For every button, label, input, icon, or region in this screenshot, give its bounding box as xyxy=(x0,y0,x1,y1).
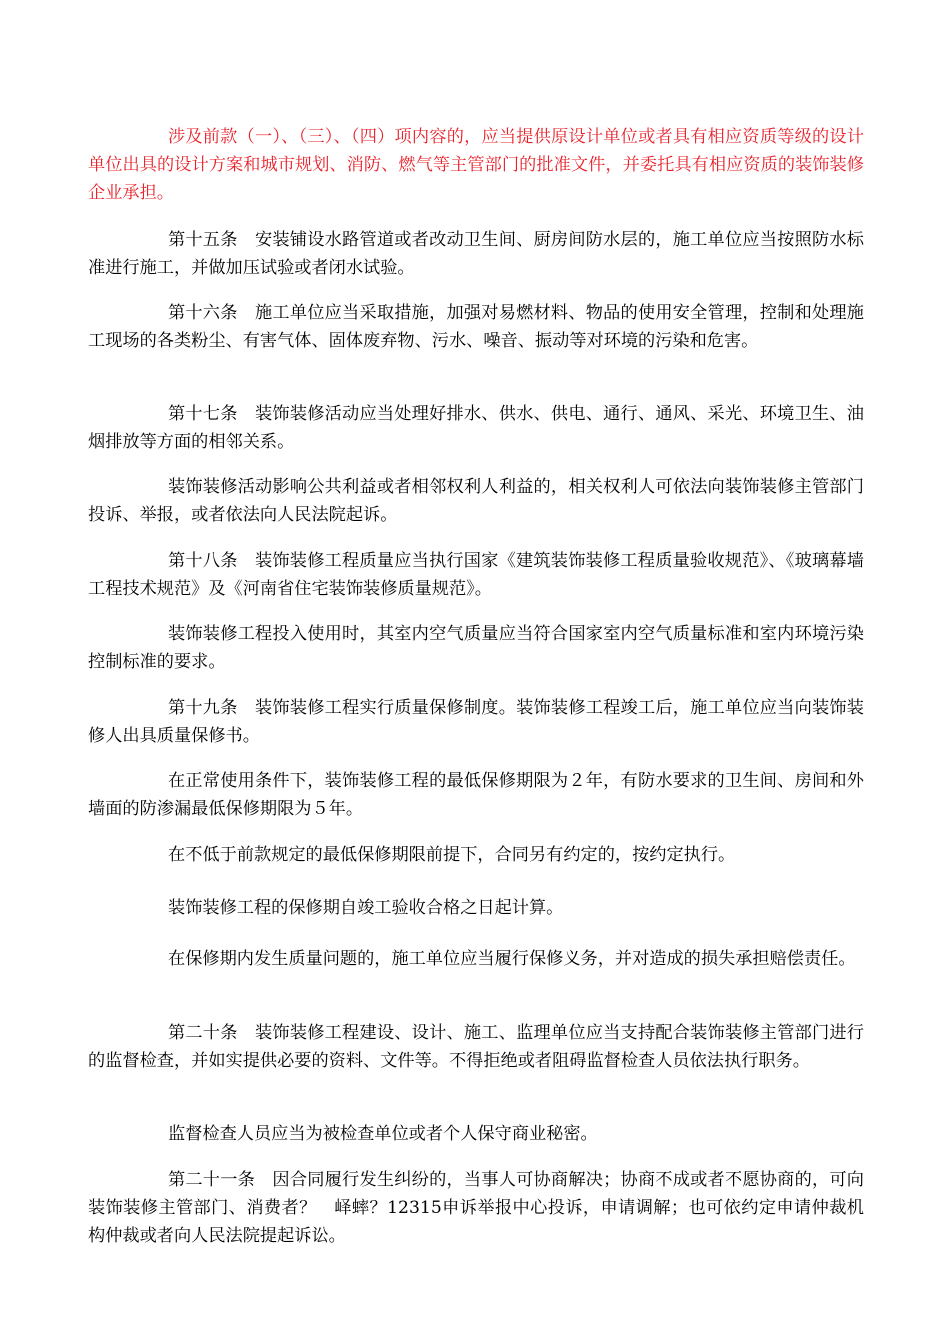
paragraph-article-19-clause-4: 装饰装修工程的保修期自竣工验收合格之日起计算。 xyxy=(168,898,564,918)
paragraph-article-18: 第十八条 装饰装修工程质量应当执行国家《建筑装饰装修工程质量验收规范》、《玻璃幕墙工程技术规范》及《河南省住宅装饰装修质量规范》。 xyxy=(88,551,864,599)
paragraph-article-15: 第十五条 安装铺设水路管道或者改动卫生间、厨房间防水层的，施工单位应当按照防水标准进行施工，并做加压试验或者闭水试验。 xyxy=(88,230,864,278)
paragraph-article-19-clause-3: 在不低于前款规定的最低保修期限前提下，合同另有约定的，按约定执行。 xyxy=(168,845,736,865)
paragraph-article-17: 第十七条 装饰装修活动应当处理好排水、供水、供电、通行、通风、采光、环境卫生、油烟排放等方面的相邻关系。 xyxy=(88,404,864,452)
paragraph-article-19-clause-2: 在正常使用条件下，装饰装修工程的最低保修期限为２年，有防水要求的卫生间、房间和外墙面的防渗漏最低保修期限为５年。 xyxy=(88,771,864,819)
paragraph-article-19: 第十九条 装饰装修工程实行质量保修制度。装饰装修工程竣工后，施工单位应当向装饰装修人出具质量保修书。 xyxy=(88,698,864,746)
paragraph-article-21: 第二十一条 因合同履行发生纠纷的，当事人可协商解决；协商不成或者不愿协商的，可向装饰装修主管部门、消费者？ 峄蟀？12315申诉举报中心投诉，申请调解；也可依约定申请仲裁机构仲裁或者向人民法院提起诉讼。 xyxy=(88,1170,864,1246)
paragraph-amendment-note: 涉及前款（一）、（三）、（四）项内容的，应当提供原设计单位或者具有相应资质等级的设计单位出具的设计方案和城市规划、消防、燃气等主管部门的批准文件，并委托具有相应资质的装饰装修企业承担。 xyxy=(88,127,864,203)
paragraph-article-20: 第二十条 装饰装修工程建设、设计、施工、监理单位应当支持配合装饰装修主管部门进行的监督检查，并如实提供必要的资料、文件等。不得拒绝或者阻碍监督检查人员依法执行职务。 xyxy=(88,1023,864,1071)
paragraph-article-20-clause-2: 监督检查人员应当为被检查单位或者个人保守商业秘密。 xyxy=(168,1124,598,1144)
paragraph-article-18-clause-2: 装饰装修工程投入使用时，其室内空气质量应当符合国家室内空气质量标准和室内环境污染控制标准的要求。 xyxy=(88,624,864,672)
paragraph-article-16: 第十六条 施工单位应当采取措施，加强对易燃材料、物品的使用安全管理，控制和处理施工现场的各类粉尘、有害气体、固体废弃物、污水、噪音、振动等对环境的污染和危害。 xyxy=(88,303,864,351)
paragraph-article-19-clause-5: 在保修期内发生质量问题的，施工单位应当履行保修义务，并对造成的损失承担赔偿责任。 xyxy=(168,949,856,969)
paragraph-article-17-clause-2: 装饰装修活动影响公共利益或者相邻权利人利益的，相关权利人可依法向装饰装修主管部门投诉、举报，或者依法向人民法院起诉。 xyxy=(88,477,864,525)
